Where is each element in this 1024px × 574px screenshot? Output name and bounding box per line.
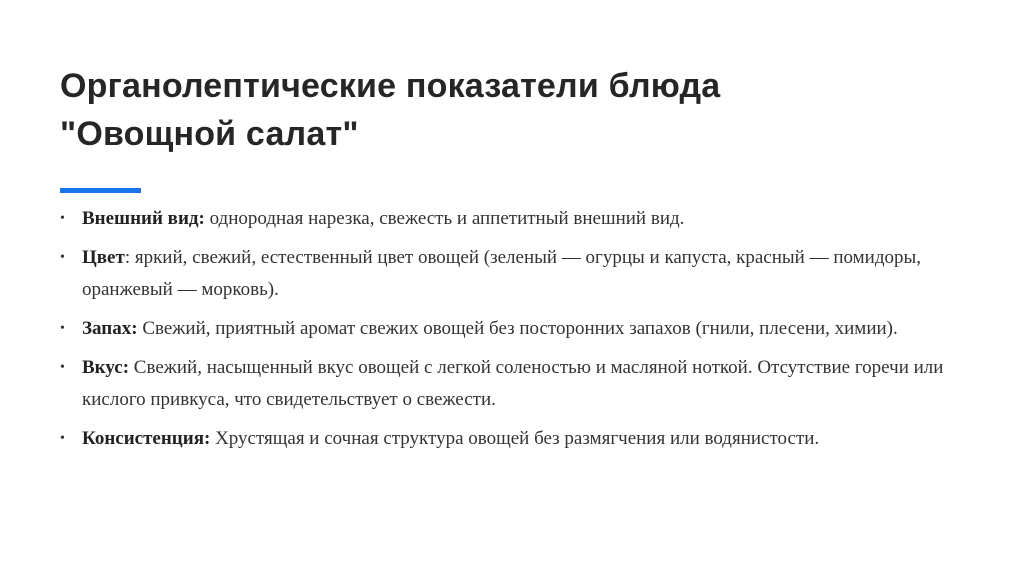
bullet-text: Свежий, насыщенный вкус овощей с легкой соленостью и масляной ноткой. Отсутствие горечи или кислого привкуса, что свидетельствует о свежести. xyxy=(82,357,944,410)
bullet-term: Внешний вид: xyxy=(82,208,205,229)
bullet-dot-icon: • xyxy=(60,211,65,226)
bullet-dot-icon: • xyxy=(60,250,65,265)
title-line-2: "Овощной салат" xyxy=(60,115,359,153)
bullet-term: Вкус: xyxy=(82,357,130,378)
bullet-item-appearance xyxy=(60,203,980,235)
bullet-item-smell xyxy=(60,313,980,345)
bullet-dot-icon: • xyxy=(60,321,65,336)
bullet-dot-icon: • xyxy=(60,431,65,446)
bullet-dot-icon: • xyxy=(60,360,65,375)
bullet-text: : яркий, свежий, естественный цвет овощей (зеленый — огурцы и капуста, красный — помидоры, оранжевый — морковь). xyxy=(82,247,922,300)
bullet-item-texture xyxy=(60,423,980,455)
bullet-list xyxy=(60,203,980,462)
bullet-term: Цвет xyxy=(82,247,125,268)
bullet-text: Свежий, приятный аромат свежих овощей без посторонних запахов (гнили, плесени, химии). xyxy=(137,318,898,339)
title-line-1: Органолептические показатели блюда xyxy=(60,67,721,105)
bullet-text: однородная нарезка, свежесть и аппетитный внешний вид. xyxy=(204,208,685,229)
bullet-term: Консистенция: xyxy=(82,428,211,449)
bullet-term: Запах: xyxy=(82,318,138,339)
title-accent-bar xyxy=(60,188,141,193)
slide-title xyxy=(60,62,960,158)
bullet-item-color xyxy=(60,242,980,306)
bullet-text: Хрустящая и сочная структура овощей без размягчения или водянистости. xyxy=(210,428,820,449)
bullet-item-taste xyxy=(60,352,980,416)
